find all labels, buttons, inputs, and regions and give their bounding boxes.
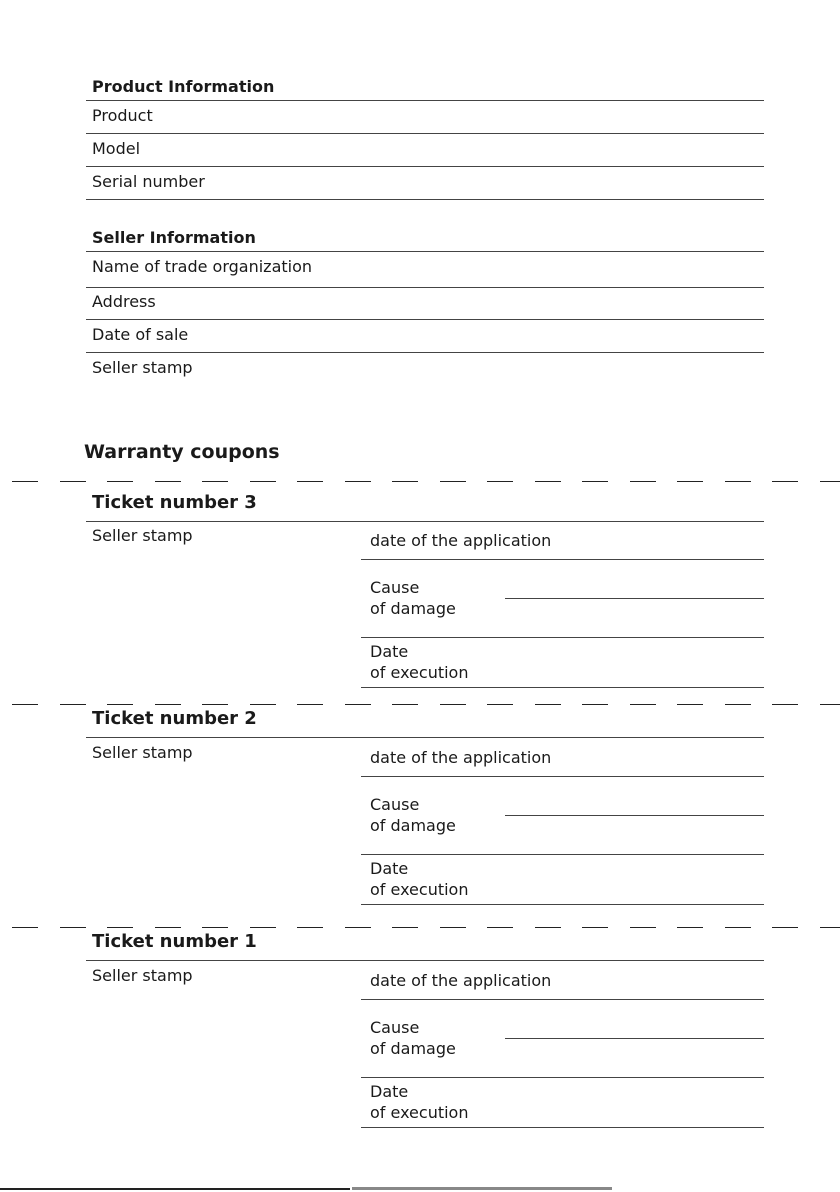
cut-dash [440,704,466,705]
cut-dash [487,704,513,705]
bottom-edge-line [0,1188,350,1190]
cut-dash [297,704,323,705]
serial-number-field-line[interactable] [86,199,764,200]
cut-dash [677,704,703,705]
cut-dash [12,927,38,928]
cut-line [0,481,840,483]
cut-dash [535,927,561,928]
cause-of-damage-bottom-line [361,1077,764,1078]
seller-info-title: Seller Information [92,228,256,247]
cause-label-line2: of damage [370,1039,456,1058]
date-exec-label-line1: Date [370,859,409,878]
cut-dash [345,704,371,705]
cut-dash [202,704,228,705]
date-application-line[interactable] [361,559,764,560]
cut-dash [725,927,751,928]
cut-dash [202,927,228,928]
cut-dash [582,927,608,928]
date-of-sale-field-label: Date of sale [92,325,189,344]
cause-label-line2: of damage [370,599,456,618]
cut-dash [487,927,513,928]
ticket-title: Ticket number 3 [92,492,257,513]
cut-dash [250,481,276,482]
bottom-edge-smudge [352,1187,612,1190]
cause-label-line1: Cause [370,578,420,597]
cause-label-line2: of damage [370,816,456,835]
date-of-execution-line[interactable] [361,1127,764,1128]
cut-dash [677,927,703,928]
serial-number-field-label: Serial number [92,172,205,191]
model-field-line[interactable] [86,166,764,167]
ticket-title: Ticket number 2 [92,708,257,729]
divider [86,100,764,101]
cut-dash [107,481,133,482]
address-field-label: Address [92,292,156,311]
cause-of-damage-bottom-line [361,637,764,638]
cut-dash [772,927,798,928]
cut-dash [772,481,798,482]
product-info-title: Product Information [92,77,275,96]
cut-dash [345,927,371,928]
divider [86,521,764,522]
date-exec-label-line2: of execution [370,663,469,682]
date-of-execution-line[interactable] [361,904,764,905]
divider [86,251,764,252]
cut-dash [155,927,181,928]
cut-dash [60,927,86,928]
cut-dash [60,481,86,482]
cut-dash [820,927,840,928]
cause-of-damage-line[interactable] [505,598,764,599]
cut-dash [630,927,656,928]
cut-dash [155,704,181,705]
cut-dash [535,704,561,705]
cut-dash [582,481,608,482]
seller-stamp-label: Seller stamp [92,526,193,545]
cut-dash [440,927,466,928]
product-field-line[interactable] [86,133,764,134]
warranty-coupons-title: Warranty coupons [84,441,280,463]
cause-label-line1: Cause [370,795,420,814]
date-exec-label-line2: of execution [370,1103,469,1122]
cut-dash [250,927,276,928]
seller-stamp-label: Seller stamp [92,743,193,762]
trade-organization-field-line[interactable] [86,287,764,288]
cut-dash [582,704,608,705]
cut-dash [440,481,466,482]
cut-dash [202,481,228,482]
date-application-line[interactable] [361,776,764,777]
address-field-line[interactable] [86,319,764,320]
cut-dash [345,481,371,482]
cut-dash [250,704,276,705]
date-exec-label-line1: Date [370,642,409,661]
date-application-label: date of the application [370,748,552,767]
date-exec-label-line2: of execution [370,880,469,899]
cut-dash [392,481,418,482]
cut-dash [60,704,86,705]
cut-dash [297,927,323,928]
date-application-label: date of the application [370,971,552,990]
cut-dash [820,704,840,705]
model-field-label: Model [92,139,141,158]
cause-of-damage-line[interactable] [505,1038,764,1039]
date-of-sale-field-line[interactable] [86,352,764,353]
cut-dash [107,704,133,705]
trade-organization-field-label: Name of trade organization [92,257,313,276]
cut-dash [630,704,656,705]
cut-dash [725,704,751,705]
divider [86,960,764,961]
cut-dash [107,927,133,928]
cut-dash [725,481,751,482]
divider [86,737,764,738]
cut-line [0,704,840,706]
date-of-execution-line[interactable] [361,687,764,688]
cut-dash [392,704,418,705]
cut-dash [12,481,38,482]
cut-dash [535,481,561,482]
cause-of-damage-bottom-line [361,854,764,855]
cut-dash [12,704,38,705]
date-exec-label-line1: Date [370,1082,409,1101]
date-application-line[interactable] [361,999,764,1000]
cut-line [0,927,840,929]
seller-stamp-field-label: Seller stamp [92,358,193,377]
date-application-label: date of the application [370,531,552,550]
cut-dash [677,481,703,482]
cut-dash [392,927,418,928]
cause-of-damage-line[interactable] [505,815,764,816]
cut-dash [630,481,656,482]
product-field-label: Product [92,106,153,125]
ticket-title: Ticket number 1 [92,931,257,952]
cut-dash [155,481,181,482]
cause-label-line1: Cause [370,1018,420,1037]
cut-dash [772,704,798,705]
cut-dash [820,481,840,482]
cut-dash [297,481,323,482]
cut-dash [487,481,513,482]
seller-stamp-label: Seller stamp [92,966,193,985]
